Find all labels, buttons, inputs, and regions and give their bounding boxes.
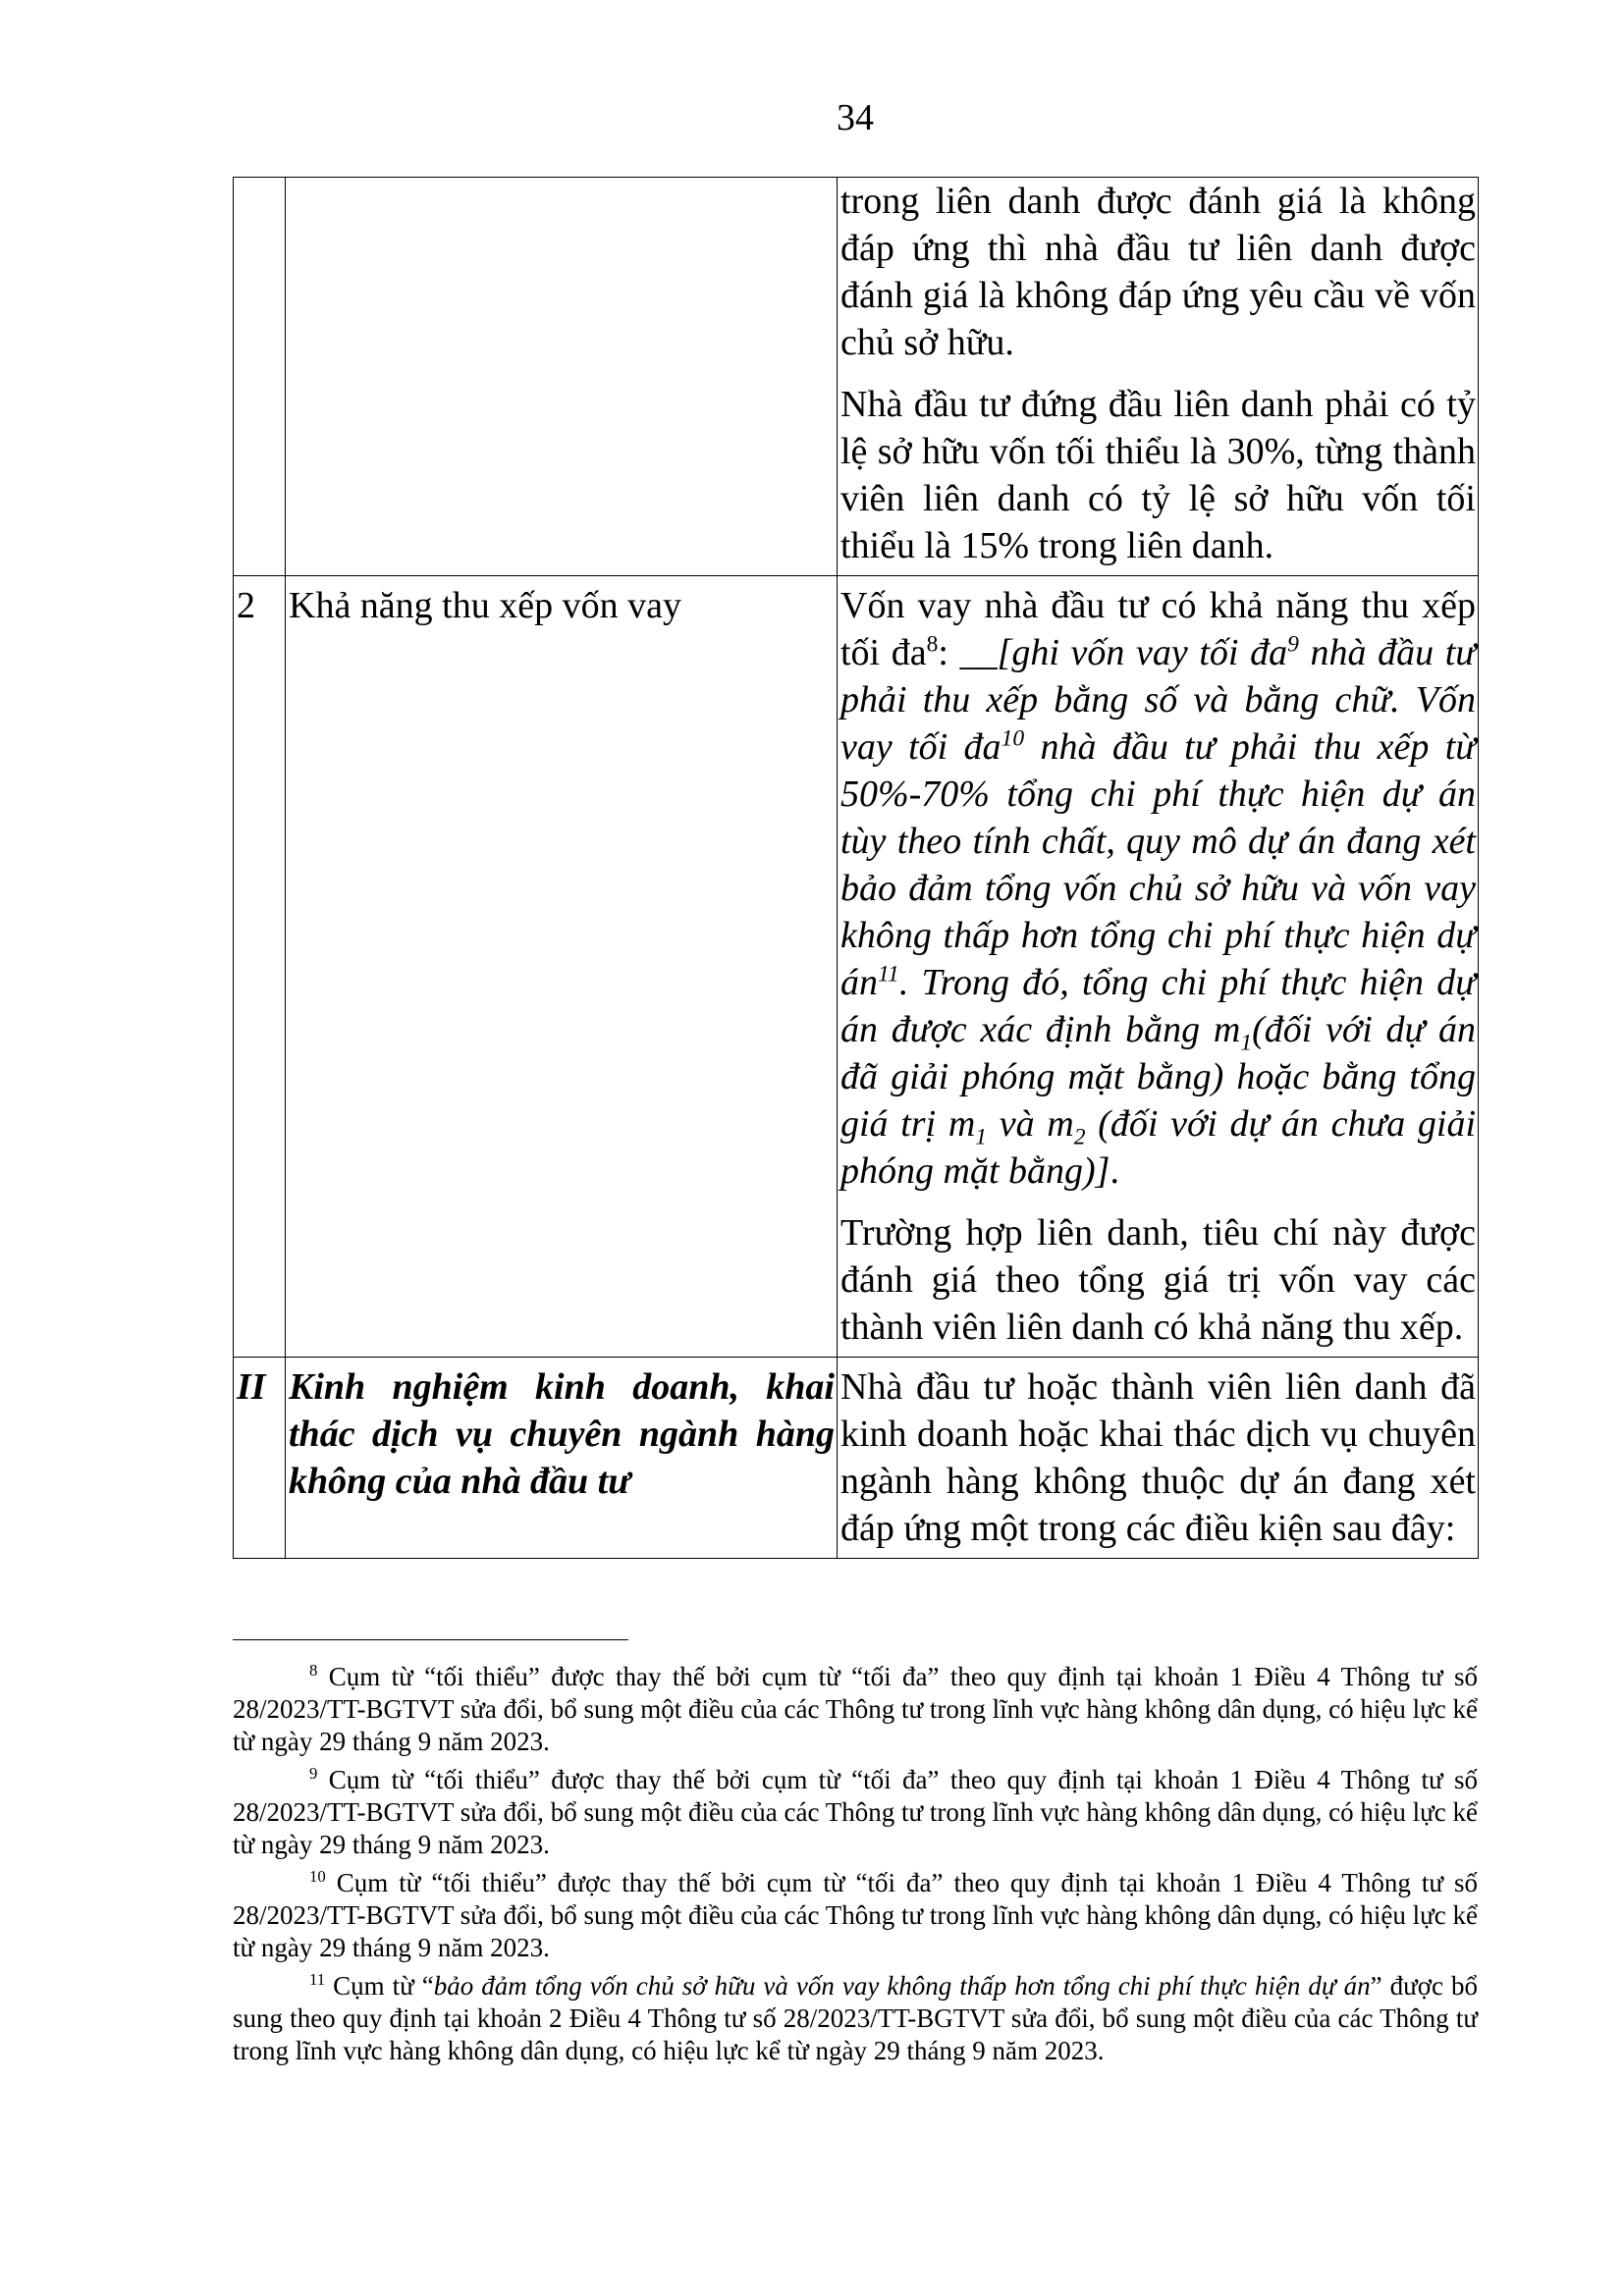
cell-index — [234, 1358, 286, 1559]
footnote-number: 9 — [309, 1764, 318, 1783]
footnote-text: Cụm từ “tối thiểu” được thay thế bởi cụm từ “tối đa” theo quy định tại khoản 1 Điều 4 Thông tư số 28/2023/TT-BGTVT sửa đổi, bổ sung một điều của các Thông tư trong lĩnh vực hàng không dân dụng, có hiệu lực kể từ ngày 29 tháng 9 năm 2023. — [233, 1765, 1478, 1859]
footnote-number: 11 — [309, 1970, 326, 1989]
italic-segment: nhà đầu tư phải thu xếp từ 50%-70% tổng chi phí thực hiện dự án tùy theo tính chất, quy mô dự án đang xét bảo đảm tổng vốn chủ sở hữu và vốn vay không thấp hơn tổng chi phí thực hiện dự án — [840, 726, 1476, 1003]
footnote-text: Cụm từ “tối thiểu” được thay thế bởi cụm từ “tối đa” theo quy định tại khoản 1 Điều 4 Thông tư số 28/2023/TT-BGTVT sửa đổi, bổ sung một điều của các Thông tư trong lĩnh vực hàng không dân dụng, có hiệu lực kể từ ngày 29 tháng 9 năm 2023. — [233, 1868, 1478, 1962]
cell-requirement — [838, 576, 1479, 1358]
footnote-ref: 10 — [1001, 725, 1025, 752]
row-index: II — [237, 1366, 266, 1408]
requirement-paragraph: Nhà đầu tư đứng đầu liên danh phải có tỷ lệ sở hữu vốn tối thiểu là 30%, từng thành viên liên danh có tỷ lệ sở hữu vốn tối thiểu là 15% trong liên danh. — [840, 384, 1476, 566]
page-number: 34 — [837, 97, 874, 138]
cell-criterion — [286, 178, 838, 576]
requirement-paragraph: Nhà đầu tư hoặc thành viên liên danh đã kinh doanh hoặc khai thác dịch vụ chuyên ngành hàng không thuộc dự án đang xét đáp ứng một trong các điều kiện sau đây: — [840, 1366, 1476, 1549]
text-segment: : __ — [938, 632, 998, 673]
text-segment: Vốn vay nhà đầu tư có khả năng thu xếp tối đa — [840, 585, 1476, 673]
footnote — [233, 1867, 1478, 1964]
table-row — [234, 178, 1479, 576]
cell-criterion — [286, 1358, 838, 1559]
requirement-paragraph: trong liên danh được đánh giá là không đáp ứng thì nhà đầu tư liên danh được đánh giá là không đáp ứng yêu cầu về vốn chủ sở hữu. — [840, 181, 1476, 363]
footnote-text: Cụm từ “ — [333, 1971, 434, 2001]
subscript: 1 — [1240, 1030, 1253, 1056]
italic-segment: [ghi vốn vay tối đa — [997, 632, 1288, 673]
document-page — [233, 94, 1478, 2073]
footnote — [233, 1661, 1478, 1758]
footnote-ref: 11 — [878, 961, 899, 988]
footnote — [233, 1764, 1478, 1861]
requirement-paragraph: Trường hợp liên danh, tiêu chí này được đánh giá theo tổng giá trị vốn vay các thành viên liên danh có khả năng thu xếp. — [840, 1212, 1476, 1348]
italic-segment: và m — [987, 1103, 1074, 1145]
criteria-table — [233, 177, 1479, 1559]
requirement-paragraph — [840, 582, 1476, 1195]
footnote-number: 8 — [309, 1661, 318, 1680]
subscript: 2 — [1073, 1124, 1086, 1150]
footnote-text: ” được bổ sung theo quy định tại khoản 2 Điều 4 Thông tư số 28/2023/TT-BGTVT sửa đổi, bổ sung một điều của các Thông tư trong lĩnh vực hàng không dân dụng, có hiệu lực kể từ ngày 29 tháng 9 năm 2023. — [233, 1971, 1478, 2065]
footnotes — [233, 1661, 1478, 2067]
cell-requirement — [838, 1358, 1479, 1559]
footnote-italic-text: bảo đảm tổng vốn chủ sở hữu và vốn vay không thấp hơn tổng chi phí thực hiện dự án — [433, 1971, 1371, 2001]
cell-criterion — [286, 576, 838, 1358]
subscript: 1 — [975, 1124, 988, 1150]
table-row — [234, 576, 1479, 1358]
footnote-ref: 9 — [1287, 631, 1299, 658]
footnote-ref: 8 — [926, 631, 939, 658]
cell-index — [234, 576, 286, 1358]
italic-segment: nhà đầu tư phải thu xếp bằng số và bằng chữ. Vốn vay tối đa — [840, 632, 1477, 768]
italic-segment: (đối với dự án chưa giải phóng mặt bằng)] — [840, 1103, 1476, 1192]
criterion-text: Khả năng thu xếp vốn vay — [289, 585, 681, 626]
table-row — [234, 1358, 1479, 1559]
footnote-number: 10 — [309, 1867, 326, 1886]
cell-requirement — [838, 178, 1479, 576]
cell-index — [234, 178, 286, 576]
footnote-separator — [233, 1639, 628, 1640]
footnote — [233, 1970, 1478, 2067]
italic-segment: . Trong đó, tổng chi phí thực hiện dự án được xác định bằng m — [840, 962, 1476, 1050]
italic-segment: (đối với dự án đã giải phóng mặt bằng) hoặc bằng tổng giá trị m — [840, 1009, 1476, 1145]
footnote-text: Cụm từ “tối thiểu” được thay thế bởi cụm từ “tối đa” theo quy định tại khoản 1 Điều 4 Thông tư số 28/2023/TT-BGTVT sửa đổi, bổ sung một điều của các Thông tư trong lĩnh vực hàng không dân dụng, có hiệu lực kể từ ngày 29 tháng 9 năm 2023. — [233, 1662, 1478, 1756]
criterion-text: Kinh nghiệm kinh doanh, khai thác dịch vụ chuyên ngành hàng không của nhà đầu tư — [289, 1366, 835, 1502]
row-index: 2 — [237, 585, 255, 626]
text-segment: . — [1110, 1150, 1119, 1192]
